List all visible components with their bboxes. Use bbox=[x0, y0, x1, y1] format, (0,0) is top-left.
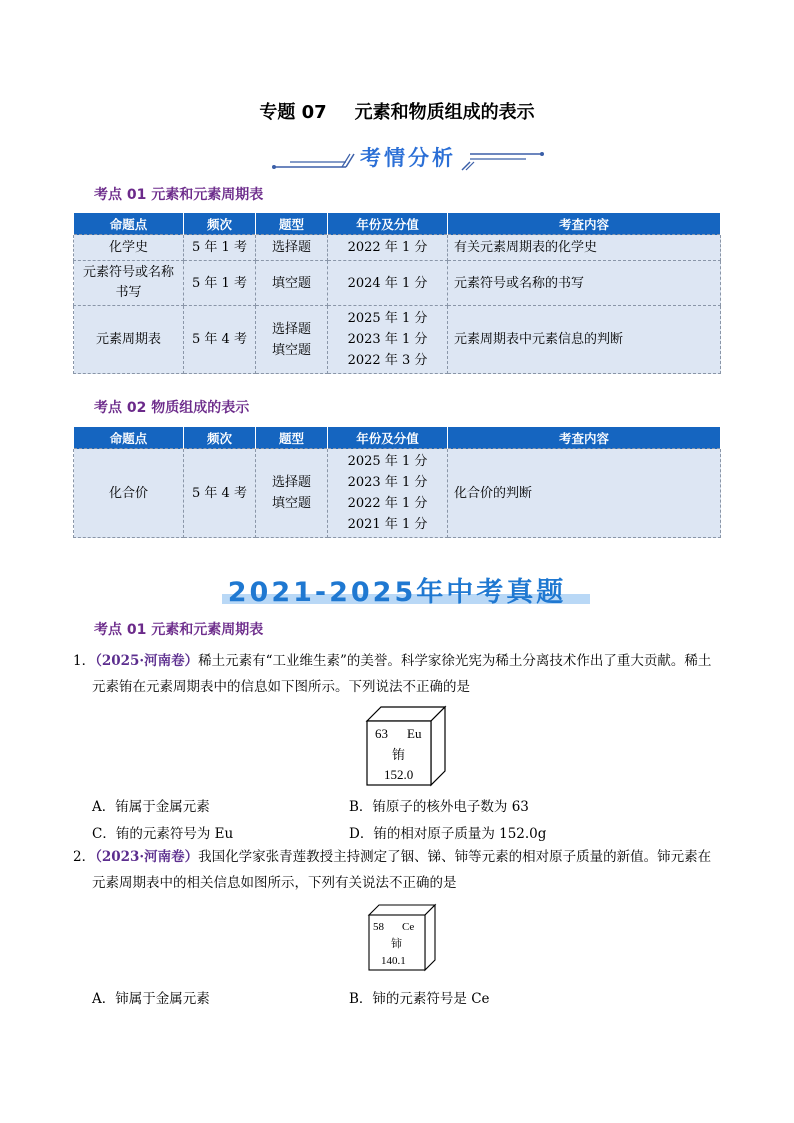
cell-content: 元素符号或名称的书写 bbox=[448, 261, 721, 306]
type-line: 填空题 bbox=[271, 342, 311, 358]
option-b: B．铕原子的核外电子数为 63 bbox=[349, 799, 529, 815]
type-line: 填空题 bbox=[271, 496, 311, 511]
cell-years: 2024 年 1 分 bbox=[328, 261, 448, 306]
type-line: 选择题 bbox=[271, 475, 311, 490]
exam-section-title: 2021-2025年中考真题 bbox=[227, 577, 567, 608]
option-a: A．铕属于金属元素 bbox=[92, 799, 210, 815]
header-cell: 命题点 bbox=[74, 427, 184, 449]
section-label-2: 考点 02 物质组成的表示 bbox=[94, 400, 250, 416]
cell-freq: 5 年 1 考 bbox=[184, 235, 256, 261]
element-number: 58 bbox=[373, 921, 384, 933]
element-name: 铈 bbox=[391, 937, 402, 950]
topic-name: 元素和物质组成的表示 bbox=[354, 102, 535, 123]
header-cell: 考查内容 bbox=[448, 213, 721, 235]
question-2-line-1 bbox=[73, 844, 733, 870]
cell-freq: 5 年 4 考 bbox=[184, 449, 256, 538]
question-text-continued: 元素周期表中的相关信息如图所示，下列有关说法不正确的是 bbox=[92, 875, 457, 891]
cell-content: 有关元素周期表的化学史 bbox=[448, 235, 721, 261]
year-line: 2022 年 1 分 bbox=[347, 496, 428, 511]
exam-analysis-table-1 bbox=[73, 212, 721, 374]
question-1-line-1 bbox=[73, 648, 733, 674]
question-source: （2023·河南卷） bbox=[95, 849, 199, 865]
header-cell: 频次 bbox=[184, 213, 256, 235]
element-mass: 152.0 bbox=[384, 767, 414, 782]
cell-type bbox=[256, 449, 328, 538]
question-text: 稀土元素有“工业维生素”的美誉。科学家徐光宪为稀土分离技术作出了重大贡献。稀土 bbox=[198, 653, 712, 669]
analysis-banner-title: 考情分析 bbox=[360, 146, 456, 170]
table-row bbox=[74, 261, 721, 306]
element-card-europium bbox=[363, 703, 449, 787]
year-line: 2023 年 1 分 bbox=[347, 475, 428, 490]
table-header-row bbox=[74, 427, 721, 449]
option-b: B．铈的元素符号是 Ce bbox=[349, 991, 490, 1007]
cell-type: 填空题 bbox=[256, 261, 328, 306]
year-line: 2021 年 1 分 bbox=[347, 517, 428, 532]
question-text: 我国化学家张青莲教授主持测定了铟、锑、铈等元素的相对原子质量的新值。铈元素在 bbox=[198, 849, 712, 865]
question-source: （2025·河南卷） bbox=[95, 653, 199, 669]
option-c: C．铕的元素符号为 Eu bbox=[92, 826, 234, 842]
table-row bbox=[74, 306, 721, 374]
question-number: 1． bbox=[73, 653, 96, 669]
element-mass: 140.1 bbox=[381, 955, 406, 967]
cell-type bbox=[256, 306, 328, 374]
question-2 bbox=[73, 844, 733, 896]
cell-content: 元素周期表中元素信息的判断 bbox=[448, 306, 721, 374]
cell-freq: 5 年 4 考 bbox=[184, 306, 256, 374]
year-line: 2025 年 1 分 bbox=[347, 311, 428, 326]
cell-type: 选择题 bbox=[256, 235, 328, 261]
header-cell: 年份及分值 bbox=[328, 427, 448, 449]
table-row bbox=[74, 235, 721, 261]
option-a: A．铈属于金属元素 bbox=[92, 991, 210, 1007]
cell-point: 元素周期表 bbox=[74, 306, 184, 374]
header-cell: 考查内容 bbox=[448, 427, 721, 449]
year-line: 2023 年 1 分 bbox=[347, 332, 428, 347]
year-line: 2022 年 3 分 bbox=[347, 353, 428, 368]
exam-analysis-table-2 bbox=[73, 426, 721, 538]
element-number: 63 bbox=[375, 726, 388, 741]
cell-years bbox=[328, 449, 448, 538]
element-card-cerium bbox=[366, 902, 438, 972]
topic-number: 专题 07 bbox=[259, 102, 327, 123]
cell-point: 化学史 bbox=[74, 235, 184, 261]
table-header-row bbox=[74, 213, 721, 235]
cell-point: 化合价 bbox=[74, 449, 184, 538]
element-symbol: Ce bbox=[402, 921, 415, 933]
table-row bbox=[74, 449, 721, 538]
type-line: 选择题 bbox=[271, 321, 311, 337]
cell-content: 化合价的判断 bbox=[448, 449, 721, 538]
question-text-continued: 元素铕在元素周期表中的信息如下图所示。下列说法不正确的是 bbox=[92, 679, 470, 695]
header-cell: 频次 bbox=[184, 427, 256, 449]
year-line: 2025 年 1 分 bbox=[347, 454, 428, 469]
cell-years: 2022 年 1 分 bbox=[328, 235, 448, 261]
cell-point: 元素符号或名称书写 bbox=[74, 261, 184, 306]
header-cell: 年份及分值 bbox=[328, 213, 448, 235]
header-cell: 题型 bbox=[256, 213, 328, 235]
element-symbol: Eu bbox=[407, 726, 422, 741]
option-d: D．铕的相对原子质量为 152.0g bbox=[349, 826, 547, 842]
cell-years bbox=[328, 306, 448, 374]
question-number: 2． bbox=[73, 849, 96, 865]
exam-section-label: 考点 01 元素和元素周期表 bbox=[94, 622, 264, 638]
question-1 bbox=[73, 648, 733, 700]
header-cell: 题型 bbox=[256, 427, 328, 449]
cell-freq: 5 年 1 考 bbox=[184, 261, 256, 306]
section-label-1: 考点 01 元素和元素周期表 bbox=[94, 187, 264, 203]
page-title bbox=[0, 98, 794, 124]
header-cell: 命题点 bbox=[74, 213, 184, 235]
element-name: 铕 bbox=[392, 748, 406, 763]
